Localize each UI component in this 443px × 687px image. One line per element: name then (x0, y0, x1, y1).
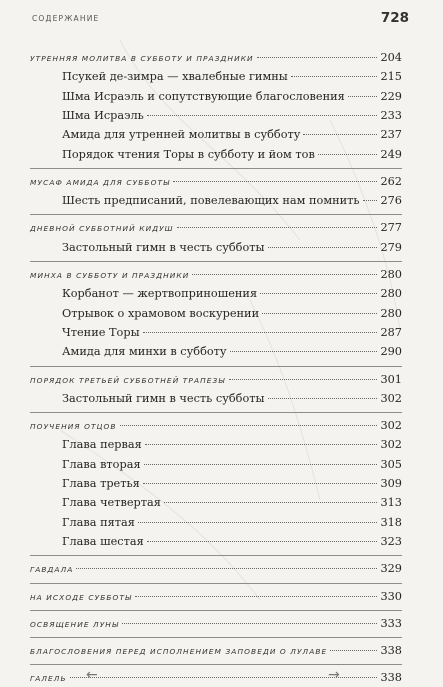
section-divider (30, 168, 402, 169)
toc-item-row[interactable] (62, 391, 402, 407)
toc-page-number: 323 (380, 534, 402, 548)
toc-page-number: 229 (380, 89, 402, 103)
toc-item-row[interactable] (62, 108, 402, 124)
toc-page-number: 318 (380, 515, 402, 529)
toc-page-number: 290 (380, 345, 402, 359)
section-divider (30, 555, 402, 556)
toc-item-title: Шма Исраэль (62, 108, 144, 122)
toc-page-number: 276 (380, 194, 402, 208)
page-number: 728 (380, 10, 409, 26)
toc-item-title: Чтение Торы (62, 325, 140, 339)
toc-item-title: Застольный гимн в честь субботы (62, 240, 265, 254)
toc-item-row[interactable] (62, 69, 402, 85)
toc-item-row[interactable] (62, 344, 402, 360)
toc-item-row[interactable] (62, 240, 402, 256)
toc-item-title: Псукей де-зимра — хвалебные гимны (62, 70, 288, 84)
toc-page-number: 313 (380, 496, 402, 510)
section-divider (30, 610, 402, 611)
toc-page-number: 329 (380, 562, 402, 576)
toc-item-row[interactable] (62, 476, 402, 492)
dot-leader (138, 522, 378, 523)
dot-leader (145, 444, 378, 445)
toc-page-number: 338 (380, 671, 402, 685)
toc-section-row[interactable] (30, 372, 402, 388)
running-header-title: СОДЕРЖАНИЕ (32, 14, 100, 23)
toc-page-number: 280 (380, 287, 402, 301)
toc-page-number: 277 (380, 221, 402, 235)
toc-page-number: 309 (380, 477, 402, 490)
toc-page-number: 330 (380, 589, 402, 603)
toc-section-row[interactable] (30, 589, 402, 605)
toc-page-number: 262 (380, 174, 402, 188)
toc-page-number: 280 (380, 268, 402, 281)
toc-section-title: ГАЛЕЛЬ (30, 674, 67, 684)
dot-leader (192, 274, 377, 275)
dot-leader (303, 134, 377, 135)
toc-page-number: 249 (380, 147, 402, 161)
dot-leader (143, 483, 378, 484)
section-divider (30, 214, 402, 215)
toc-item-title: Глава шестая (62, 534, 144, 548)
dot-leader (147, 115, 378, 116)
toc-item-row[interactable] (62, 306, 402, 322)
dot-leader (268, 398, 378, 399)
toc-page-number: 287 (380, 325, 402, 339)
toc-section-row[interactable] (30, 643, 402, 659)
arrow-left-icon[interactable]: ← (86, 667, 98, 683)
toc-section-title: МУСАФ АМИДА ДЛЯ СУББОТЫ (30, 177, 171, 187)
toc-page-number: 302 (380, 438, 402, 452)
toc-item-row[interactable] (62, 437, 402, 453)
section-divider (30, 412, 402, 413)
toc-item-title: Шма Исраэль и сопутствующие благословения (62, 89, 345, 103)
toc-item-title: Шесть предписаний, повелевающих нам помнить (62, 194, 360, 208)
dot-leader (173, 181, 377, 182)
toc-item-row[interactable] (62, 325, 402, 341)
toc-section-title: БЛАГОСЛОВЕНИЯ ПЕРЕД ИСПОЛНЕНИЕМ ЗАПОВЕДИ О ЛУЛАВЕ (30, 647, 328, 657)
toc-item-row[interactable] (62, 193, 402, 209)
arrow-right-icon[interactable]: → (328, 667, 340, 683)
dot-leader (348, 96, 378, 97)
section-divider (30, 366, 402, 367)
dot-leader (122, 623, 377, 624)
dot-leader (135, 596, 377, 597)
dot-leader (260, 293, 377, 294)
toc-page-number: 305 (380, 457, 402, 471)
toc-page-number: 237 (380, 128, 402, 142)
toc-item-row[interactable] (62, 495, 402, 511)
dot-leader (268, 247, 378, 248)
toc-section-row[interactable] (30, 220, 402, 236)
dot-leader (144, 464, 378, 465)
toc-item-title: Амида для утренней молитвы в субботу (62, 128, 301, 142)
toc-section-title: МИНХА В СУББОТУ И ПРАЗДНИКИ (30, 271, 190, 280)
toc-item-row[interactable] (62, 89, 402, 105)
dot-leader (177, 227, 378, 228)
toc-page-number: 338 (380, 644, 402, 658)
dot-leader (120, 425, 378, 426)
toc-page-number: 301 (380, 372, 402, 386)
toc-section-row[interactable] (30, 50, 402, 66)
dot-leader (76, 568, 377, 569)
toc-item-title: Глава первая (62, 438, 142, 452)
dot-leader (229, 379, 378, 380)
dot-leader (147, 541, 378, 542)
dot-leader (318, 154, 378, 155)
toc-item-row[interactable] (62, 286, 402, 302)
toc-section-row[interactable] (30, 561, 402, 577)
toc-item-title: Порядок чтения Торы в субботу и йом тов (62, 147, 315, 161)
toc-section-title: ПОУЧЕНИЯ ОТЦОВ (30, 422, 117, 432)
dot-leader (291, 76, 378, 77)
toc-page-number: 233 (380, 108, 402, 122)
toc-page-number: 333 (380, 616, 402, 630)
toc-page-number: 215 (380, 70, 402, 84)
dot-leader (262, 313, 377, 314)
dot-leader (257, 57, 378, 58)
toc-page-number: 302 (380, 391, 402, 405)
toc-item-title: Амида для минхи в субботу (62, 345, 227, 359)
toc-item-title: Глава вторая (62, 457, 141, 471)
section-divider (30, 261, 402, 262)
toc-page-number: 280 (380, 306, 402, 320)
toc-section-row[interactable] (30, 616, 402, 632)
toc-page-number: 279 (380, 240, 402, 254)
toc-section-title: ГАВДАЛА (30, 565, 74, 575)
toc-section-title: УТРЕННЯЯ МОЛИТВА В СУББОТУ И ПРАЗДНИКИ (30, 54, 254, 63)
toc-item-row[interactable] (62, 534, 402, 550)
toc-page-number: 302 (380, 419, 402, 433)
dot-leader (330, 650, 377, 651)
dot-leader (230, 351, 378, 352)
dot-leader (164, 502, 378, 503)
toc-section-title: НА ИСХОДЕ СУББОТЫ (30, 592, 133, 602)
section-divider (30, 637, 402, 638)
toc-item-title: Глава третья (62, 477, 140, 490)
section-divider (30, 583, 402, 584)
toc-item-title: Отрывок о храмовом воскурении (62, 306, 260, 320)
toc-section-title: ОСВЯЩЕНИЕ ЛУНЫ (30, 619, 120, 629)
toc-item-row[interactable] (62, 515, 402, 531)
toc-section-row[interactable] (30, 267, 402, 283)
toc-section-title: ДНЕВНОЙ СУББОТНИЙ КИДУШ (30, 224, 174, 234)
toc-item-row[interactable] (62, 147, 402, 163)
toc-page-number: 204 (380, 51, 402, 64)
toc-item-title: Глава четвертая (62, 496, 161, 510)
toc-item-title: Застольный гимн в честь субботы (62, 391, 265, 405)
toc-section-title: ПОРЯДОК ТРЕТЬЕЙ СУББОТНЕЙ ТРАПЕЗЫ (30, 375, 226, 385)
toc-item-title: Глава пятая (62, 515, 135, 529)
toc-item-row[interactable] (62, 457, 402, 473)
toc-section-row[interactable] (30, 174, 402, 190)
section-divider (30, 664, 402, 665)
toc-item-row[interactable] (62, 127, 402, 143)
toc-section-row[interactable] (30, 418, 402, 434)
dot-leader (143, 332, 378, 333)
dot-leader (363, 200, 378, 201)
toc-item-title: Корбанот — жертвоприношения (62, 287, 258, 301)
